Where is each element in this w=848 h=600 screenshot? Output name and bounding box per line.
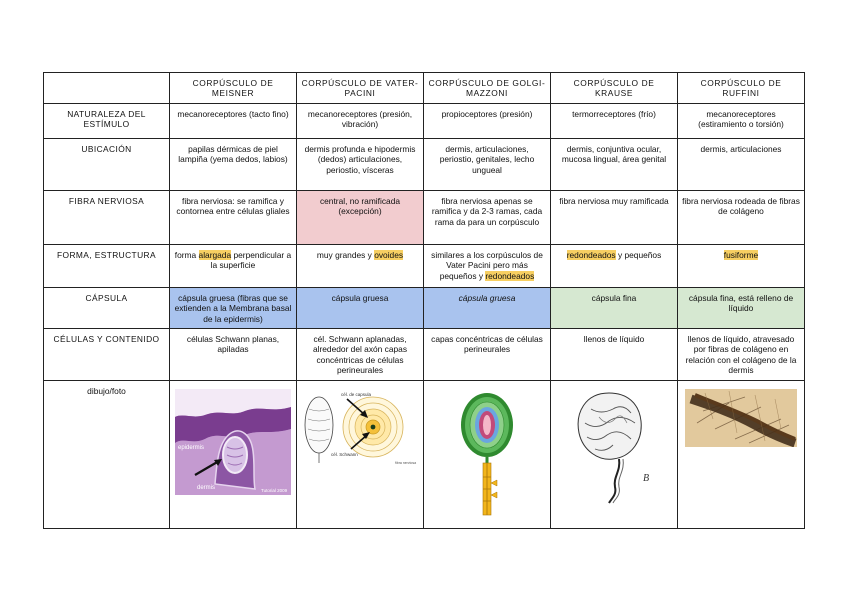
credit-label: Tutorial 2009 xyxy=(261,488,288,493)
text-part: muy grandes y xyxy=(316,250,375,260)
row-label: dibujo/foto xyxy=(44,381,170,529)
text-part: perpendicular a la superficie xyxy=(210,250,292,271)
cell-ruffini xyxy=(678,245,805,288)
row-label: UBICACIÓN xyxy=(44,139,170,191)
cell-krause-image xyxy=(551,381,678,529)
cell-krause: termorreceptores (frío) xyxy=(551,104,678,139)
corpusculos-table xyxy=(43,72,805,529)
cell-ruffini: fibra nerviosa rodeada de fibras de colágeno xyxy=(678,191,805,245)
row-naturaleza xyxy=(44,104,805,139)
epidermis-label: epidermis xyxy=(178,445,205,451)
highlight-word: fusiforme xyxy=(723,250,759,260)
cell-golgi-mazzoni: cápsula gruesa xyxy=(424,288,551,329)
header-row xyxy=(44,73,805,104)
cell-vater-pacini xyxy=(297,245,424,288)
cell-vater-pacini: mecanoreceptores (presión, vibración) xyxy=(297,104,424,139)
cell-ruffini-image xyxy=(678,381,805,529)
highlight-word: redondeados xyxy=(485,270,535,281)
cell-krause: fibra nerviosa muy ramificada xyxy=(551,191,678,245)
cell-meisner: cápsula gruesa (fibras que se extienden a la Membrana basal de la epidermis) xyxy=(170,288,297,329)
cell-golgi-mazzoni-image xyxy=(424,381,551,529)
row-capsula xyxy=(44,288,805,329)
cell-golgi-mazzoni: propioceptores (presión) xyxy=(424,104,551,139)
highlight-word: alargada xyxy=(198,250,232,260)
header-krause: CORPÚSCULO DE KRAUSE xyxy=(551,73,678,104)
golgi-mazzoni-drawing xyxy=(457,389,517,519)
cell-meisner: papilas dérmicas de piel lampiña (yema dedos, labios) xyxy=(170,139,297,191)
cell-meisner: células Schwann planas, apiladas xyxy=(170,329,297,381)
row-label: CÁPSULA xyxy=(44,288,170,329)
row-dibujo xyxy=(44,381,805,529)
cell-ruffini: mecanoreceptores (estiramiento o torsión) xyxy=(678,104,805,139)
cell-vater-pacini: central, no ramificada (excepción) xyxy=(297,191,424,245)
cell-golgi-mazzoni: capas concéntricas de células perineurales xyxy=(424,329,551,381)
cell-meisner xyxy=(170,245,297,288)
cell-ruffini: dermis, articulaciones xyxy=(678,139,805,191)
header-ruffini: CORPÚSCULO DE RUFFINI xyxy=(678,73,805,104)
cell-meisner: fibra nerviosa: se ramifica y contornea entre células gliales xyxy=(170,191,297,245)
krause-drawing xyxy=(569,389,659,505)
row-ubicacion xyxy=(44,139,805,191)
cell-meisner-image xyxy=(170,381,297,529)
text-part: similares a los corpúsculos de Vater Pacini pero más pequeños y xyxy=(431,250,543,281)
cell-ruffini: llenos de líquido, atravesado por fibras de colágeno en relación con el colágeno de la dermis xyxy=(678,329,805,381)
row-label: FORMA, ESTRUCTURA xyxy=(44,245,170,288)
header-meisner: CORPÚSCULO DE MEISNER xyxy=(170,73,297,104)
cell-golgi-mazzoni: fibra nerviosa apenas se ramifica y da 2-3 ramas, cada rama da para un corpúsculo xyxy=(424,191,551,245)
pacini-capsule-label: cél. de capsula xyxy=(341,392,372,397)
pacini-schwann-label: cél. Schwann xyxy=(331,452,358,457)
row-celulas xyxy=(44,329,805,381)
row-label: CÉLULAS Y CONTENIDO xyxy=(44,329,170,381)
cell-krause xyxy=(551,245,678,288)
row-label: NATURALEZA DEL ESTÍMULO xyxy=(44,104,170,139)
cell-golgi-mazzoni: dermis, articulaciones, periostio, genitales, lecho ungueal xyxy=(424,139,551,191)
header-golgi-mazzoni: CORPÚSCULO DE GOLGI-MAZZONI xyxy=(424,73,551,104)
dermis-label: dermis xyxy=(197,485,216,491)
cell-meisner: mecanoreceptores (tacto fino) xyxy=(170,104,297,139)
krause-figure-label: B xyxy=(643,473,650,484)
row-forma xyxy=(44,245,805,288)
highlight-word: redondeados xyxy=(566,250,616,260)
cell-golgi-mazzoni xyxy=(424,245,551,288)
highlight-word: ovoides xyxy=(374,250,404,260)
cell-vater-pacini: cél. Schwann aplanadas, alrededor del axón capas concéntricas de células perineurales xyxy=(297,329,424,381)
row-label: FIBRA NERVIOSA xyxy=(44,191,170,245)
cell-krause: dermis, conjuntiva ocular, mucosa lingual, área genital xyxy=(551,139,678,191)
header-vater-pacini: CORPÚSCULO DE VATER-PACINI xyxy=(297,73,424,104)
cell-vater-pacini-image xyxy=(297,381,424,529)
cell-krause: llenos de líquido xyxy=(551,329,678,381)
text-part: y pequeños xyxy=(615,250,662,260)
cell-vater-pacini: cápsula gruesa xyxy=(297,288,424,329)
cell-ruffini: cápsula fina, está relleno de líquido xyxy=(678,288,805,329)
pacini-fiber-label: fibra nerviosa xyxy=(395,461,417,465)
pacini-drawing xyxy=(301,389,419,469)
text-part: forma xyxy=(174,250,199,260)
row-fibra xyxy=(44,191,805,245)
meisner-histology-image xyxy=(175,389,291,495)
ruffini-photo xyxy=(685,389,797,447)
cell-vater-pacini: dermis profunda e hipodermis (dedos) articulaciones, periostio, vísceras xyxy=(297,139,424,191)
header-empty xyxy=(44,73,170,104)
cell-krause: cápsula fina xyxy=(551,288,678,329)
